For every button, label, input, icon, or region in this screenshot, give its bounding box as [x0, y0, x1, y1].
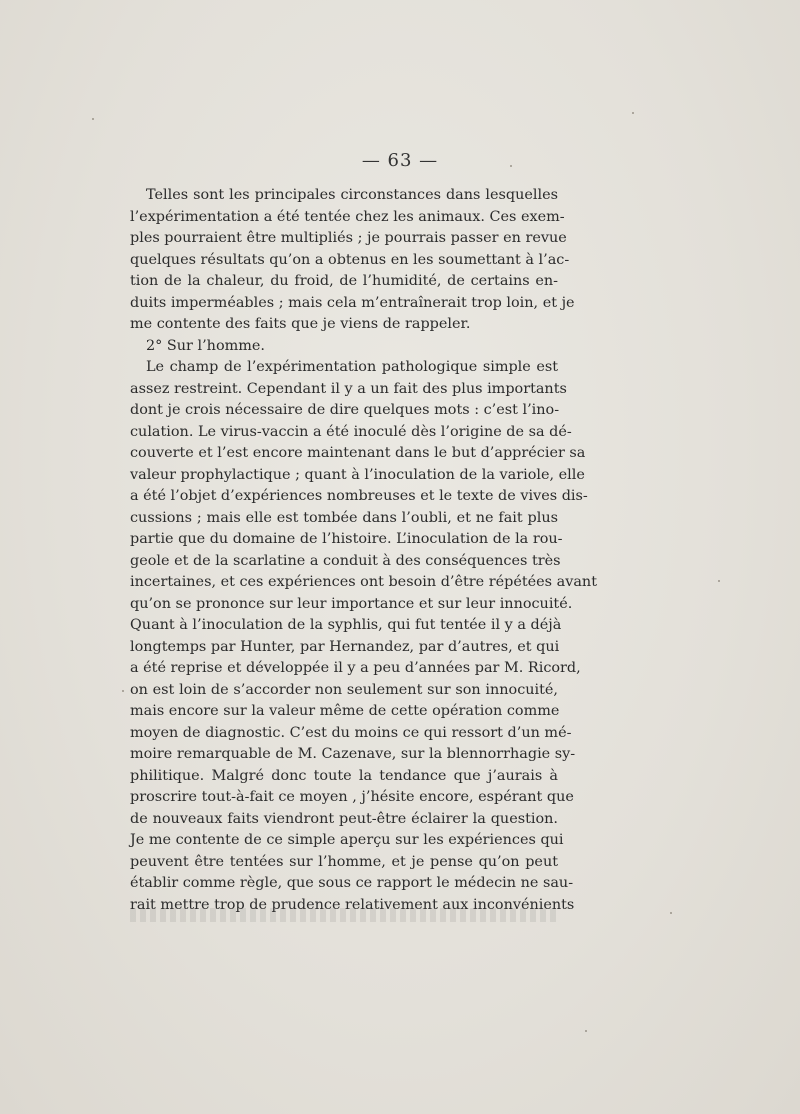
- text-line: geole et de la scarlatine a conduit à des conséquences très: [130, 552, 561, 569]
- text-line: proscrire tout-à-fait ce moyen , j’hésite encore, espérant que: [130, 789, 574, 805]
- text-line: partie que du domaine de l’histoire. L’inoculation de la rou-: [130, 531, 563, 547]
- text-line: assez restreint. Cependant il y a un fait des plus importants: [130, 380, 567, 397]
- text-line: quelques résultats qu’on a obtenus en les soumettant à l’ac-: [130, 251, 570, 268]
- paper-speck: [92, 118, 94, 120]
- text-line: dont je crois nécessaire de dire quelques mots : c’est l’ino-: [130, 402, 560, 418]
- text-line: tion de la chaleur, du froid, de l’humidité, de certains en-: [130, 273, 558, 289]
- text-line: rait mettre trop de prudence relativement aux inconvénients: [130, 896, 575, 913]
- paper-speck: [718, 580, 720, 582]
- text-line: établir comme règle, que sous ce rapport le médecin ne sau-: [130, 875, 574, 891]
- text-line: philitique. Malgré donc toute la tendance que j’aurais à: [130, 767, 558, 784]
- page-number: — 63 —: [361, 150, 439, 171]
- text-line: cussions ; mais elle est tombée dans l’oubli, et ne fait plus: [130, 509, 558, 526]
- show-through-text: [130, 908, 558, 922]
- text-line: Telles sont les principales circonstances dans lesquelles: [146, 187, 558, 203]
- paper-speck: [122, 690, 124, 692]
- text-line: de nouveaux faits viendront peut-être éclairer la question.: [130, 810, 558, 827]
- text-line: Je me contente de ce simple aperçu sur les expériences qui: [130, 832, 564, 848]
- text-line: mais encore sur la valeur même de cette opération comme: [130, 703, 560, 719]
- text-line: l’expérimentation a été tentée chez les animaux. Ces exem-: [130, 208, 565, 225]
- text-line: 2° Sur l’homme.: [146, 337, 265, 354]
- text-line: ples pourraient être multipliés ; je pourrais passer en revue: [130, 230, 567, 246]
- paper-speck: [585, 1030, 587, 1032]
- text-line: qu’on se prononce sur leur importance et sur leur innocuité.: [130, 595, 573, 612]
- paper-speck: [632, 112, 634, 114]
- text-line: valeur prophylactique ; quant à l’inoculation de la variole, elle: [130, 466, 585, 483]
- text-line: couverte et l’est encore maintenant dans le but d’apprécier sa: [130, 445, 586, 461]
- text-line: culation. Le virus-vaccin a été inoculé dès l’origine de sa dé-: [130, 423, 572, 440]
- text-line: me contente des faits que je viens de rappeler.: [130, 316, 471, 332]
- text-line: a été reprise et développée il y a peu d’années par M. Ricord,: [130, 660, 581, 676]
- paper-speck: [670, 912, 672, 914]
- text-line: duits imperméables ; mais cela m’entraînerait trop loin, et je: [130, 294, 575, 311]
- text-line: moyen de diagnostic. C’est du moins ce qui ressort d’un mé-: [130, 724, 572, 741]
- body-text: [130, 185, 597, 916]
- paper-speck: [510, 165, 512, 167]
- text-line: a été l’objet d’expériences nombreuses et le texte de vives dis-: [130, 488, 588, 504]
- text-line: Quant à l’inoculation de la syphlis, qui fut tentée il y a déjà: [130, 617, 562, 633]
- text-line: moire remarquable de M. Cazenave, sur la blennorrhagie sy-: [130, 746, 576, 762]
- text-line: on est loin de s’accorder non seulement sur son innocuité,: [130, 681, 558, 698]
- text-line: longtemps par Hunter, par Hernandez, par d’autres, et qui: [130, 638, 560, 655]
- text-line: Le champ de l’expérimentation pathologique simple est: [146, 359, 558, 375]
- text-line: peuvent être tentées sur l’homme, et je pense qu’on peut: [130, 853, 558, 870]
- text-line: incertaines, et ces expériences ont besoin d’être répétées avant: [130, 574, 597, 590]
